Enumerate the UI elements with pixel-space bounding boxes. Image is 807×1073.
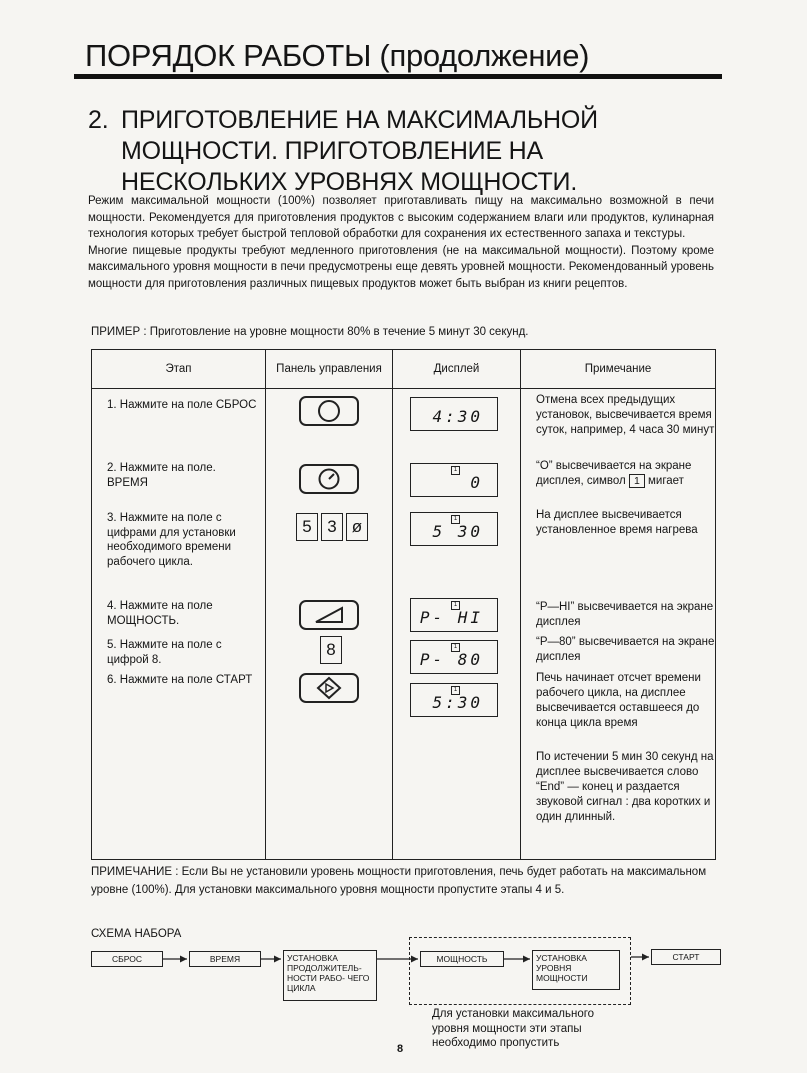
- display-indicator-icon: 1: [451, 515, 460, 524]
- intro-paragraph: Режим максимальной мощности (100%) позволяет приготавливать пищу на максимально возможной в печи мощности. Рекомендуется для приготовления продуктов с высоким содержанием влаги или продуктов, кулинарная технология которых требует быстрой тепловой обработки для сохранения их естественного запаха и текстуры.: [88, 195, 714, 241]
- step-3: 3. Нажмите на поле с цифрами для установки необходимого времени рабочего цикла.: [107, 512, 236, 568]
- scheme-box-duration: УСТАНОВКА ПРОДОЛЖИТЕЛЬ- НОСТИ РАБО- ЧЕГО ЦИКЛА: [283, 950, 377, 1001]
- display-readout: P- 80: [419, 650, 483, 669]
- note-1: Отмена всех предыдущих установок, высвечивается время суток, например, 4 часа 30 минут: [536, 394, 715, 436]
- example-text: Приготовление на уровне мощности 80% в течение 5 минут 30 секунд.: [149, 326, 529, 338]
- scheme-box-reset: СБРОС: [91, 951, 163, 967]
- digit-key-8: 8: [320, 636, 342, 664]
- scheme-box-time: ВРЕМЯ: [189, 951, 261, 967]
- step-1: 1. Нажмите на поле СБРОС: [107, 399, 257, 411]
- section-title-line: НЕСКОЛЬКИХ УРОВНЯХ МОЩНОСТИ.: [121, 168, 578, 196]
- note-2-tail: мигает: [648, 475, 684, 487]
- section-number: 2.: [88, 106, 109, 134]
- display-indicator-icon: 1: [451, 686, 460, 695]
- header-display: Дисплей: [393, 350, 521, 389]
- header-stage: Этап: [92, 350, 266, 389]
- display-readout: 4:30: [432, 407, 483, 426]
- display-readout: 0: [470, 473, 483, 492]
- digit-key-5: 5: [296, 513, 318, 541]
- digit-key-3: 3: [321, 513, 343, 541]
- header-note: Примечание: [521, 350, 716, 389]
- note-4: “P—HI” высвечивается на экране дисплея: [536, 601, 714, 628]
- scheme-label: СХЕМА НАБОРА: [91, 928, 182, 940]
- page-number: 8: [397, 1043, 404, 1055]
- intro-paragraph: Многие пищевые продукты требуют медленного приготовления (не на максимальной мощности). Поэтому кроме максимального уровня мощности в печи предусмотрены еще девять уровней мощности. Рекомендованный уровень мощности для приготовления различных пищевых продуктов может быть выбран из книги рецептов.: [88, 244, 714, 290]
- display-indicator-icon: 1: [451, 643, 460, 652]
- section-title-line: ПРИГОТОВЛЕНИЕ НА МАКСИМАЛЬНОЙ: [121, 106, 598, 134]
- note-3: На дисплее высвечивается установленное время нагрева: [536, 509, 698, 536]
- display-readout: 5:30: [432, 693, 483, 712]
- display-readout: 5 30: [432, 522, 483, 541]
- note-5: “P—80” высвечивается на экране дисплея: [536, 636, 715, 663]
- header-panel: Панель управления: [266, 350, 393, 389]
- indicator-symbol: 1: [629, 474, 645, 488]
- note-6: Печь начинает отсчет времени рабочего цикла, на дисплее высвечивается оставшееся до конца цикла время: [536, 672, 701, 729]
- display-readout: P- HI: [419, 608, 483, 627]
- scheme-box-power: МОЩНОСТЬ: [420, 951, 504, 967]
- example-label: ПРИМЕР :: [91, 326, 147, 338]
- remark-text: Если Вы не установили уровень мощности приготовления, печь будет работать на максимальном уровне (100%). Для установки максимального уровня мощности пропустите этапы 4 и 5.: [91, 866, 707, 896]
- step-2: 2. Нажмите на поле. ВРЕМЯ: [107, 462, 216, 489]
- scheme-box-power-level: УСТАНОВКА УРОВНЯ МОЩНОСТИ: [532, 950, 620, 990]
- remark-label: ПРИМЕЧАНИЕ :: [91, 866, 179, 878]
- page-title: ПОРЯДОК РАБОТЫ (продолжение): [85, 38, 590, 73]
- note-7: По истечении 5 мин 30 секунд на дисплее высвечивается слово “End” — конец и раздается звуковой сигнал : два коротких и один длинный.: [536, 751, 714, 823]
- display-indicator-icon: 1: [451, 466, 460, 475]
- digit-key-0: ø: [346, 513, 368, 541]
- step-4: 4. Нажмите на поле МОЩНОСТЬ.: [107, 600, 213, 627]
- skip-note: Для установки максимального уровня мощности эти этапы необходимо пропустить: [432, 1008, 595, 1049]
- scheme-box-start: СТАРТ: [651, 949, 721, 965]
- display-indicator-icon: 1: [451, 601, 460, 610]
- section-title-line: МОЩНОСТИ. ПРИГОТОВЛЕНИЕ НА: [121, 137, 543, 165]
- step-6: 6. Нажмите на поле СТАРТ: [107, 674, 253, 686]
- note-2-text: “О” высвечивается на экране дисплея, символ: [536, 460, 692, 487]
- step-5: 5. Нажмите на поле с цифрой 8.: [107, 639, 222, 666]
